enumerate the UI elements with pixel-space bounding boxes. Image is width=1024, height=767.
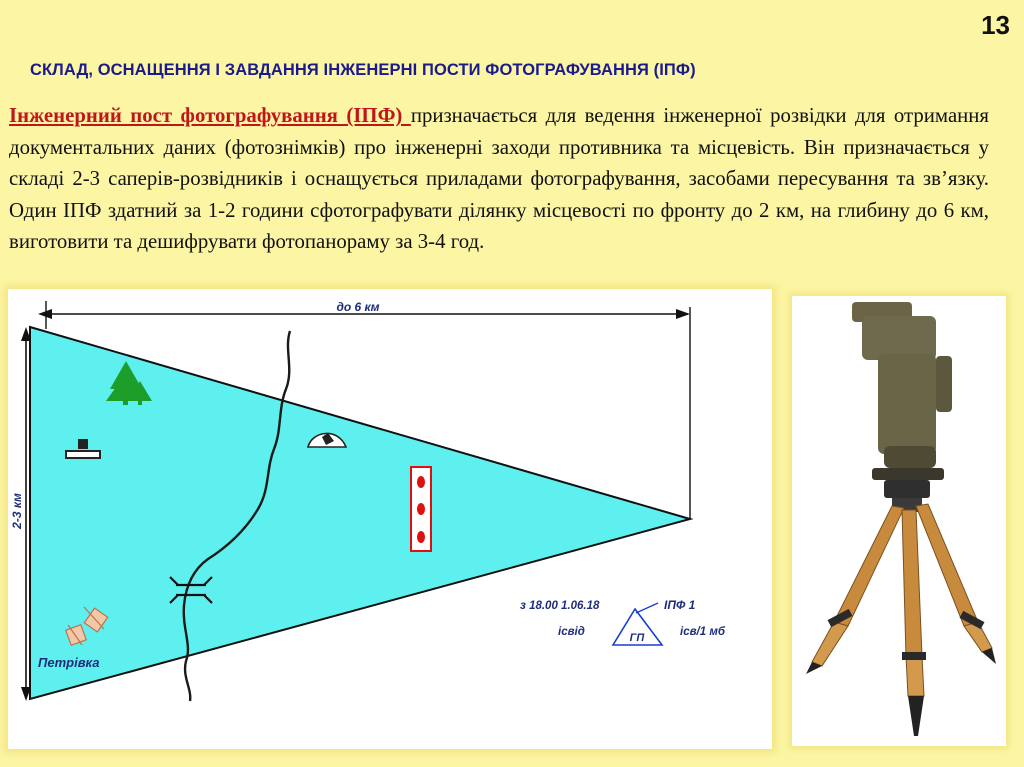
front-label: 2-3 км [10, 493, 24, 529]
executor-left-label: ісвід [558, 626, 585, 638]
periscope-camera-image [792, 296, 1006, 746]
station-label: ГП [629, 632, 645, 644]
depth-arrow-left [38, 309, 52, 319]
lead-term: Інженерний пост фотографування (ІПФ) [9, 104, 411, 127]
village-label: Петрівка [38, 655, 100, 670]
slide-number: 13 [981, 10, 1010, 40]
minefield-icon [411, 467, 431, 551]
body-paragraph [9, 100, 989, 258]
executor-right-label: ісв/1 мб [680, 626, 725, 638]
map-panel [8, 289, 772, 749]
body-text: призначається для ведення інженерної розвідки для отримання документальних даних (фотознімків) про інженерні заходи противника та місцевість. Він призначається у складі 2-3 саперів-розвідників і оснащується приладами фотографування, засобами пересування та зв’язку. Один ІПФ здатний за 1-2 години сфотографувати ділянку місцевості по фронту до 2 км, на глибину до 6 км, виготовити та дешифрувати фотопанораму за 3-4 год. [9, 104, 989, 254]
post-label: ІПФ 1 [664, 598, 696, 612]
photo-panel [792, 296, 1006, 746]
post-icon [613, 603, 662, 645]
map-diagram [8, 289, 772, 749]
depth-arrow-right [676, 309, 690, 319]
time-label: з 18.00 1.06.18 [520, 600, 600, 612]
depth-label: до 6 км [336, 300, 380, 314]
slide-title: СКЛАД, ОСНАЩЕННЯ І ЗАВДАННЯ ІНЖЕНЕРНІ ПОСТИ ФОТОГРАФУВАННЯ (ІПФ) [30, 61, 696, 79]
